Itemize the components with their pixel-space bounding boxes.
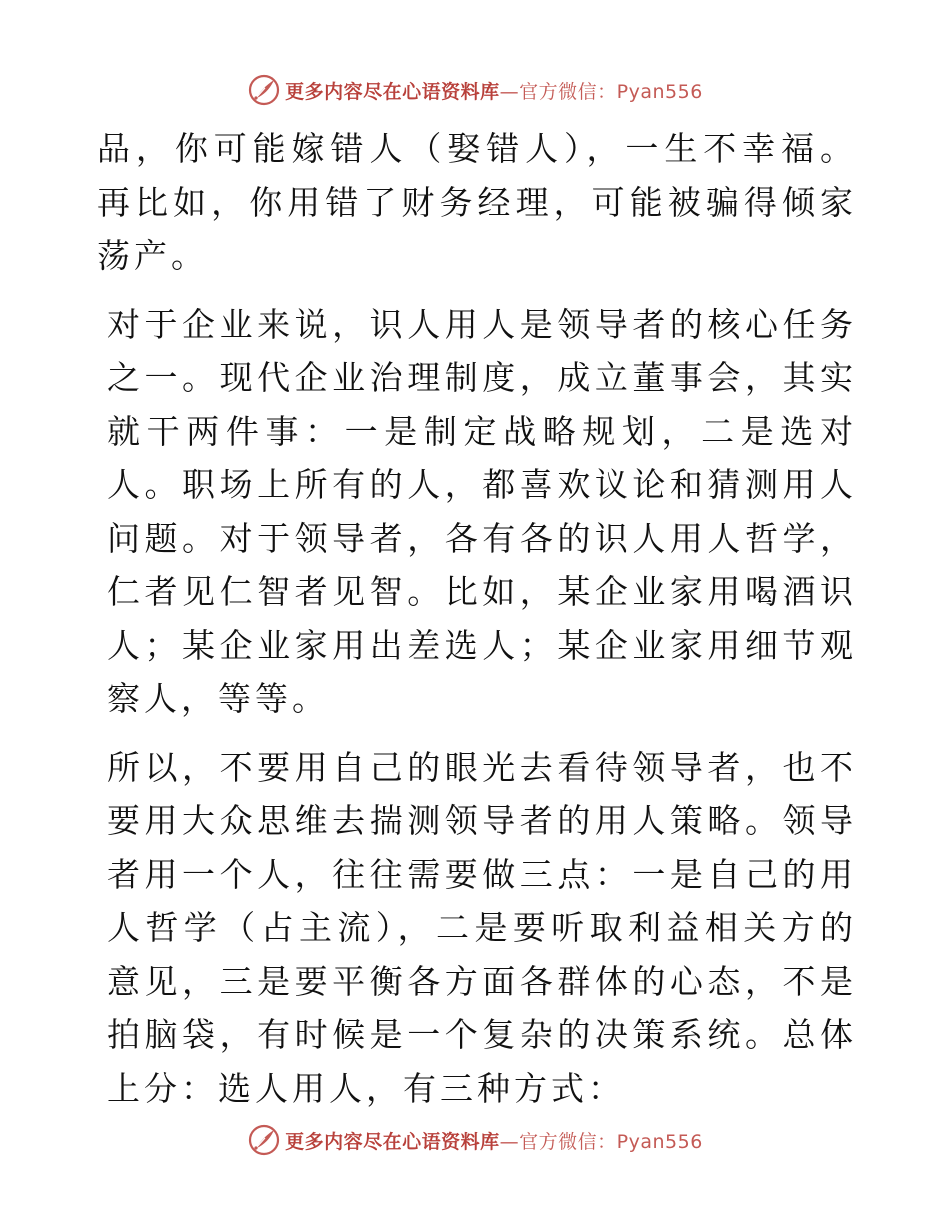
- header-watermark-text: [285, 77, 703, 104]
- footer-watermark: [0, 1120, 950, 1160]
- header-wechat-text: 官方微信：Pyan556: [519, 80, 703, 103]
- feather-pen-icon: [247, 1123, 281, 1157]
- header-watermark: [0, 70, 950, 110]
- feather-pen-icon: [247, 73, 281, 107]
- footer-wechat-text: 官方微信：Pyan556: [519, 1130, 703, 1153]
- footer-brand-text: 更多内容尽在心语资料库: [285, 1130, 500, 1153]
- paragraph-3: 所以，不要用自己的眼光去看待领导者，也不要用大众思维去揣测领导者的用人策略。领导者用一个人，往往需要做三点：一是自己的用人哲学（占主流），二是要听取利益相关方的意见，三是要平衡各方面各群体的心态，不是拍脑袋，有时候是一个复杂的决策系统。总体上分：选人用人，有三种方式：: [107, 747, 857, 1108]
- footer-watermark-text: [285, 1127, 703, 1154]
- header-brand-text: 更多内容尽在心语资料库: [285, 80, 500, 103]
- footer-dash: —: [499, 1130, 520, 1153]
- paragraph-2: 对于企业来说，识人用人是领导者的核心任务之一。现代企业治理制度，成立董事会，其实就干两件事：一是制定战略规划，二是选对人。职场上所有的人，都喜欢议论和猜测用人问题。对于领导者，各有各的识人用人哲学，仁者见仁智者见智。比如，某企业家用喝酒识人；某企业家用出差选人；某企业家用细节观察人，等等。: [107, 304, 857, 718]
- paragraph-1: 品，你可能嫁错人（娶错人），一生不幸福。再比如，你用错了财务经理，可能被骗得倾家荡产。: [97, 129, 857, 275]
- document-body: [97, 122, 857, 1130]
- header-dash: —: [499, 80, 520, 103]
